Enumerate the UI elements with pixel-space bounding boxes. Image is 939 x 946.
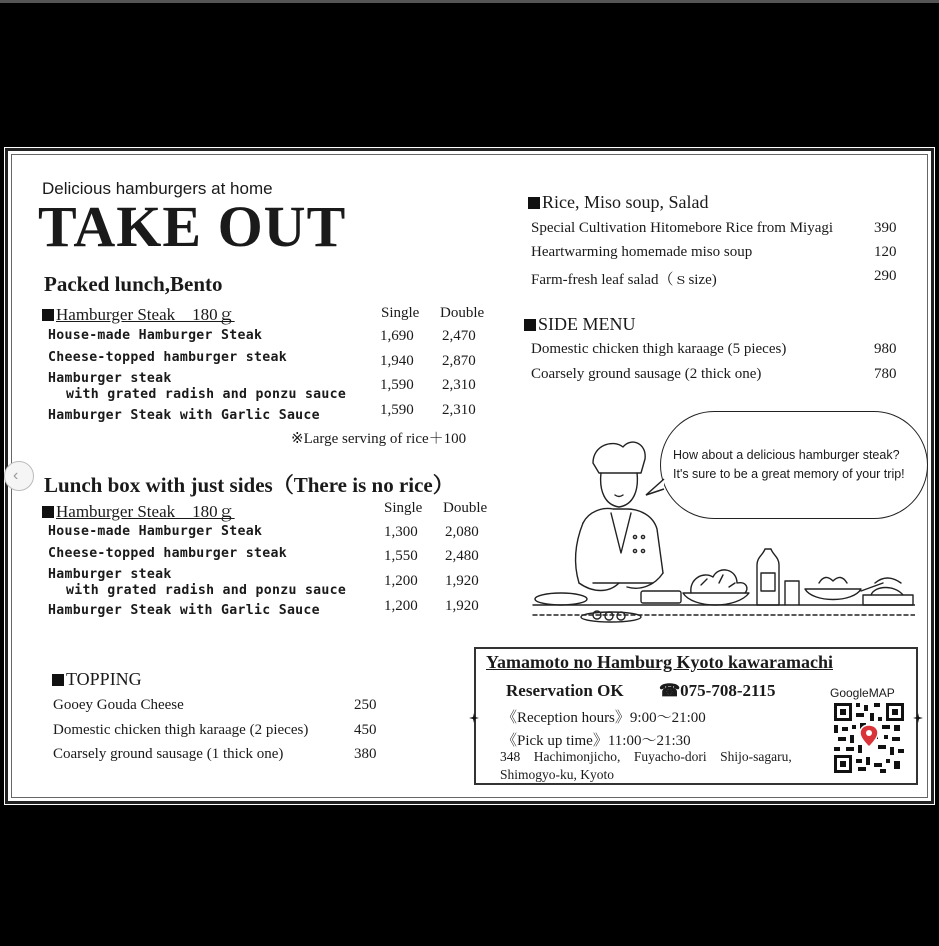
side-menu-item-1-price: 980 <box>874 341 897 357</box>
bento-col-double: Double <box>440 305 485 321</box>
sides-box-subheading <box>42 497 235 522</box>
bento-heading: Packed lunch,Bento <box>44 272 223 296</box>
side-menu-item-1: Domestic chicken thigh karaage (5 pieces) <box>531 341 787 357</box>
speech-bubble-tail <box>644 477 666 499</box>
bento-item-1-double: 2,470 <box>442 328 476 344</box>
sparkle-icon <box>913 713 923 723</box>
bento-subheading <box>42 300 235 325</box>
sides-box-item-4: Hamburger Steak with Garlic Sauce <box>48 603 320 618</box>
rice-item-3: Farm-fresh leaf salad（ｓsize) <box>531 272 717 288</box>
sides-box-col-single: Single <box>384 500 423 516</box>
rice-item-3-price: 290 <box>874 268 897 284</box>
bento-item-4: Hamburger Steak with Garlic Sauce <box>48 408 320 423</box>
bento-item-3-single: 1,590 <box>380 377 414 393</box>
bento-subheading-text: Hamburger Steak 180ｇ <box>56 305 235 324</box>
sides-box-item-3-double: 1,920 <box>445 573 479 589</box>
sides-box-item-2-single: 1,550 <box>384 548 418 564</box>
bento-item-2-double: 2,870 <box>442 353 476 369</box>
sides-box-item-1-single: 1,300 <box>384 524 418 540</box>
topping-item-2-price: 450 <box>354 722 377 738</box>
rice-heading-text: Rice, Miso soup, Salad <box>542 192 709 212</box>
topping-item-3-price: 380 <box>354 746 377 762</box>
bento-item-3-double: 2,310 <box>442 377 476 393</box>
sides-box-item-4-double: 1,920 <box>445 598 479 614</box>
shop-name: Yamamoto no Hamburg Kyoto kawaramachi <box>486 652 833 672</box>
takeout-menu-card <box>5 148 934 804</box>
rice-item-2-price: 120 <box>874 244 897 260</box>
bento-item-3: Hamburger steak <box>48 371 172 386</box>
googlemap-label: GoogleMAP <box>830 686 895 700</box>
sides-box-item-4-single: 1,200 <box>384 598 418 614</box>
bento-item-2: Cheese-topped hamburger steak <box>48 350 287 365</box>
bento-item-1: House-made Hamburger Steak <box>48 328 263 343</box>
top-edge-line <box>0 0 939 3</box>
tagline: Delicious hamburgers at home <box>42 179 273 198</box>
square-bullet-icon <box>524 319 536 331</box>
square-bullet-icon <box>52 674 64 686</box>
carousel-prev-button[interactable] <box>4 461 34 491</box>
qr-code-icon[interactable] <box>834 703 904 773</box>
bento-item-4-single: 1,590 <box>380 402 414 418</box>
sides-box-col-double: Double <box>443 500 488 516</box>
bubble-line-2: It's sure to be a great memory of your trip! <box>673 467 905 481</box>
address-line-2: Shimogyo-ku, Kyoto <box>500 767 615 782</box>
bento-item-4-double: 2,310 <box>442 402 476 418</box>
sides-box-item-1: House-made Hamburger Steak <box>48 524 263 539</box>
side-menu-item-2: Coarsely ground sausage (2 thick one) <box>531 366 762 382</box>
bento-item-2-single: 1,940 <box>380 353 414 369</box>
sparkle-icon <box>469 713 479 723</box>
bento-item-1-single: 1,690 <box>380 328 414 344</box>
rice-heading <box>528 192 709 213</box>
carousel-prev-icon: ‹ <box>13 467 19 484</box>
sides-box-item-1-double: 2,080 <box>445 524 479 540</box>
sides-box-subheading-text: Hamburger Steak 180ｇ <box>56 502 235 521</box>
bento-item-3-line2: with grated radish and ponzu sauce <box>66 387 347 402</box>
reception-hours: 《Reception hours》9:00～21:00 <box>502 710 706 726</box>
speech-bubble-text <box>673 446 905 484</box>
topping-heading <box>52 669 142 690</box>
sides-box-item-3-line2: with grated radish and ponzu sauce <box>66 583 347 598</box>
topping-item-3: Coarsely ground sausage (1 thick one) <box>53 746 284 762</box>
sides-box-item-3-single: 1,200 <box>384 573 418 589</box>
sides-box-heading: Lunch box with just sides（There is no rice） <box>44 473 454 497</box>
topping-heading-text: TOPPING <box>66 669 142 689</box>
topping-item-1-price: 250 <box>354 697 377 713</box>
phone-number: ☎075-708-2115 <box>659 681 776 700</box>
square-bullet-icon <box>528 197 540 209</box>
side-menu-item-2-price: 780 <box>874 366 897 382</box>
reservation-label: Reservation OK <box>506 681 624 700</box>
square-bullet-icon <box>42 506 54 518</box>
bento-rice-note: ※Large serving of rice＋100 <box>291 431 467 447</box>
bento-col-single: Single <box>381 305 420 321</box>
sides-box-item-2: Cheese-topped hamburger steak <box>48 546 287 561</box>
side-menu-heading-text: SIDE MENU <box>538 314 636 334</box>
address-line-1: 348 Hachimonjicho, Fuyacho-dori Shijo-sagaru, <box>500 749 792 764</box>
pickup-time: 《Pick up time》11:00～21:30 <box>502 733 691 749</box>
square-bullet-icon <box>42 309 54 321</box>
sides-box-item-3: Hamburger steak <box>48 567 172 582</box>
sides-box-item-2-double: 2,480 <box>445 548 479 564</box>
topping-item-1: Gooey Gouda Cheese <box>53 697 184 713</box>
rice-item-1-price: 390 <box>874 220 897 236</box>
page-title: TAKE OUT <box>38 194 347 259</box>
bubble-line-1: How about a delicious hamburger steak? <box>673 448 900 462</box>
topping-item-2: Domestic chicken thigh karaage (2 pieces) <box>53 722 309 738</box>
rice-item-2: Heartwarming homemade miso soup <box>531 244 753 260</box>
side-menu-heading <box>524 314 636 335</box>
rice-item-1: Special Cultivation Hitomebore Rice from Miyagi <box>531 220 834 236</box>
